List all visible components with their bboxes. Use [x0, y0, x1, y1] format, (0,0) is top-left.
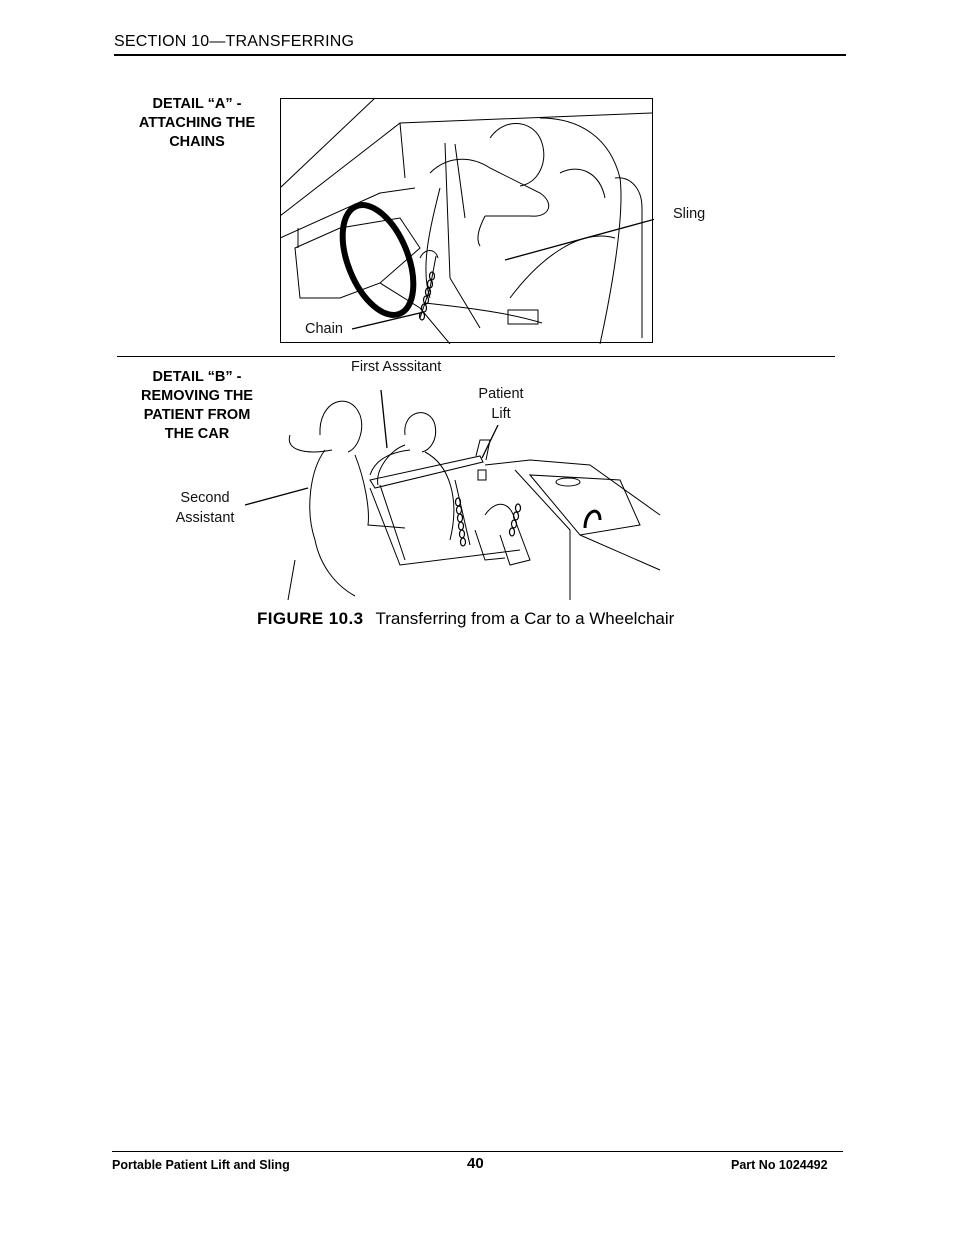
footer-rule — [112, 1151, 843, 1152]
header-rule — [114, 54, 846, 56]
patient-lift-callout — [477, 384, 525, 424]
patient-lift-callout-line: Lift — [491, 406, 511, 422]
second-assistant-callout — [172, 488, 238, 528]
detail-divider — [117, 356, 835, 357]
detail-b-label-line: DETAIL “B” - — [152, 369, 242, 385]
section-title: SECTION 10—TRANSFERRING — [114, 33, 355, 50]
patient-lift-callout-line: Patient — [478, 386, 524, 402]
detail-a-illustration — [280, 98, 654, 344]
detail-b-illustration — [240, 360, 665, 600]
sling-callout: Sling — [673, 206, 706, 222]
detail-a-label-line: CHAINS — [169, 134, 225, 150]
detail-a-label-line: DETAIL “A” - — [152, 96, 242, 112]
chain-callout: Chain — [305, 321, 343, 337]
footer-document-title: Portable Patient Lift and Sling — [112, 1158, 290, 1172]
first-assistant-callout: First Asssitant — [351, 359, 442, 375]
figure-caption-text: Transferring from a Car to a Wheelchair — [375, 609, 675, 628]
second-assistant-callout-line: Second — [180, 490, 230, 506]
detail-a-label-line: ATTACHING THE — [138, 115, 256, 131]
footer-part-number: Part No 1024492 — [731, 1158, 828, 1172]
detail-b-label-line: REMOVING THE — [141, 388, 253, 404]
detail-b-label-line: THE CAR — [164, 426, 230, 442]
second-assistant-callout-line: Assistant — [175, 510, 235, 526]
detail-a-label — [118, 95, 276, 152]
page-number: 40 — [467, 1155, 484, 1172]
detail-b-label-line: PATIENT FROM — [143, 407, 251, 423]
figure-caption — [257, 609, 674, 629]
figure-number: FIGURE 10.3 — [257, 609, 364, 628]
